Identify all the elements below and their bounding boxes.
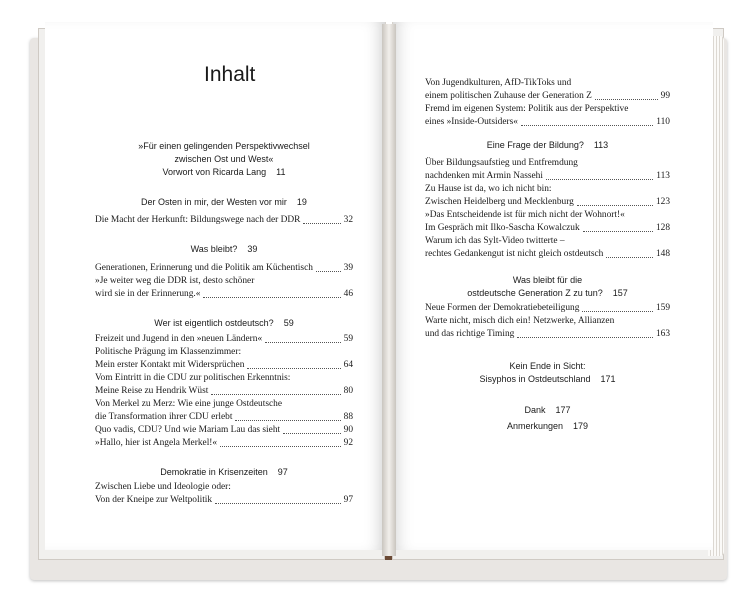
entry-title: »Das Entscheidende ist für mich nicht der Wohnort!« bbox=[425, 210, 625, 220]
toc-entry bbox=[95, 494, 353, 507]
heading-text: Dank bbox=[524, 405, 546, 415]
toc-section-heading bbox=[425, 404, 670, 417]
dot-leader bbox=[583, 230, 653, 232]
book-gutter bbox=[382, 24, 396, 556]
toc-entry bbox=[425, 183, 670, 196]
spacer bbox=[581, 166, 667, 167]
toc-entry bbox=[425, 170, 670, 183]
entry-title: Generationen, Erinnerung und die Politik am Küchentisch bbox=[95, 263, 313, 273]
entry-title: Zwischen Heidelberg und Mecklenburg bbox=[425, 197, 574, 207]
entry-page: 148 bbox=[655, 249, 670, 259]
heading-text: Wer ist eigentlich ostdeutsch? bbox=[154, 318, 274, 328]
dot-leader bbox=[265, 341, 340, 343]
spacer bbox=[568, 244, 667, 245]
heading-line bbox=[425, 404, 670, 417]
page-number: 179 bbox=[573, 421, 589, 431]
dot-leader bbox=[235, 419, 340, 421]
entry-title: »Hallo, hier ist Angela Merkel!« bbox=[95, 438, 218, 448]
page-number: 19 bbox=[296, 197, 307, 207]
spacer bbox=[617, 324, 667, 325]
toc-entries bbox=[425, 157, 670, 261]
toc-entries bbox=[95, 214, 353, 227]
toc-entry bbox=[95, 424, 353, 437]
toc-entries bbox=[95, 262, 353, 301]
page-number: 97 bbox=[277, 467, 288, 477]
entry-title: Die Macht der Herkunft: Bildungswege nach der DDR bbox=[95, 215, 301, 225]
spacer bbox=[631, 112, 667, 113]
entry-page: 110 bbox=[656, 117, 670, 127]
entry-title: Meine Reise zu Hendrik Wüst bbox=[95, 386, 209, 396]
toc-entry bbox=[95, 214, 353, 227]
toc-entry bbox=[425, 77, 670, 90]
toc-section-heading bbox=[425, 274, 670, 300]
toc-entry bbox=[95, 481, 353, 494]
page-number: 171 bbox=[600, 374, 616, 384]
dot-leader bbox=[203, 296, 340, 298]
spacer bbox=[257, 284, 350, 285]
heading-line bbox=[95, 243, 353, 256]
heading-text: Eine Frage der Bildung? bbox=[486, 140, 584, 150]
page-number: 157 bbox=[612, 288, 628, 298]
entry-title: einem politischen Zuhause der Generation Z bbox=[425, 91, 592, 101]
toc-entry bbox=[95, 411, 353, 424]
entry-page: 90 bbox=[343, 425, 353, 435]
heading-text: Was bleibt? bbox=[190, 244, 238, 254]
heading-line bbox=[425, 373, 670, 386]
toc-entry bbox=[425, 315, 670, 328]
entry-title: Mein erster Kontakt mit Widersprüchen bbox=[95, 360, 245, 370]
heading-text: Sisyphos in Ostdeutschland bbox=[479, 374, 591, 384]
toc-section-heading bbox=[95, 243, 353, 256]
entry-page: 99 bbox=[660, 91, 670, 101]
toc-section-heading bbox=[425, 360, 670, 386]
entry-page: 97 bbox=[343, 495, 353, 505]
dot-leader bbox=[546, 178, 653, 180]
dot-leader bbox=[521, 124, 653, 126]
dot-leader bbox=[220, 445, 341, 447]
heading-text: ostdeutsche Generation Z zu tun? bbox=[467, 288, 603, 298]
page-number: 177 bbox=[555, 405, 571, 415]
spacer bbox=[628, 218, 667, 219]
dot-leader bbox=[303, 222, 340, 224]
entry-title: Von der Kneipe zur Weltpolitik bbox=[95, 495, 213, 505]
toc-section-heading bbox=[95, 317, 353, 330]
toc-section-heading bbox=[95, 466, 353, 479]
entry-title: wird sie in der Erinnerung.« bbox=[95, 289, 201, 299]
entry-page: 46 bbox=[343, 289, 353, 299]
toc-entry bbox=[95, 346, 353, 359]
heading-line bbox=[425, 139, 670, 152]
entry-page: 92 bbox=[343, 438, 353, 448]
toc-section-heading bbox=[95, 140, 353, 179]
heading-line bbox=[425, 420, 670, 433]
spacer bbox=[285, 407, 350, 408]
entry-title: Vom Eintritt in die CDU zur politischen Erkenntnis: bbox=[95, 373, 291, 383]
entry-page: 123 bbox=[655, 197, 670, 207]
heading-text: Demokratie in Krisenzeiten bbox=[160, 467, 268, 477]
entry-page: 59 bbox=[343, 334, 353, 344]
dot-leader bbox=[577, 204, 653, 206]
toc-entry bbox=[425, 222, 670, 235]
page-number: 39 bbox=[247, 244, 258, 254]
toc-entry bbox=[425, 235, 670, 248]
heading-text: Vorwort von Ricarda Lang bbox=[162, 167, 267, 177]
toc-entry bbox=[95, 398, 353, 411]
entry-title: Zwischen Liebe und Ideologie oder: bbox=[95, 482, 231, 492]
toc-section-heading bbox=[95, 196, 353, 209]
heading-line bbox=[95, 466, 353, 479]
dot-leader bbox=[247, 367, 340, 369]
entry-page: 32 bbox=[343, 215, 353, 225]
dot-leader bbox=[215, 502, 341, 504]
entry-title: »Je weiter weg die DDR ist, desto schöner bbox=[95, 276, 255, 286]
entry-title: Zu Hause ist da, wo ich nicht bin: bbox=[425, 184, 552, 194]
toc-entry bbox=[95, 275, 353, 288]
entry-title: und das richtige Timing bbox=[425, 329, 515, 339]
spacer bbox=[574, 86, 667, 87]
toc-entry bbox=[95, 333, 353, 346]
spacer bbox=[293, 381, 350, 382]
toc-entry bbox=[425, 103, 670, 116]
entry-title: Politische Prägung im Klassenzimmer: bbox=[95, 347, 242, 357]
toc-entry bbox=[95, 359, 353, 372]
dot-leader bbox=[316, 270, 341, 272]
heading-line: »Für einen gelingenden Perspektivwechsel bbox=[138, 141, 310, 151]
spacer bbox=[555, 192, 667, 193]
entry-title: Quo vadis, CDU? Und wie Mariam Lau das sieht bbox=[95, 425, 281, 435]
toc-entry bbox=[95, 385, 353, 398]
toc-entry bbox=[95, 437, 353, 450]
dot-leader bbox=[211, 393, 340, 395]
heading-text: Anmerkungen bbox=[506, 421, 563, 431]
entry-page: 159 bbox=[655, 303, 670, 313]
dot-leader bbox=[582, 310, 653, 312]
entry-page: 64 bbox=[343, 360, 353, 370]
entry-title: Neue Formen der Demokratiebeteiligung bbox=[425, 303, 580, 313]
dot-leader bbox=[606, 256, 653, 258]
heading-line bbox=[95, 166, 353, 179]
entry-page: 88 bbox=[343, 412, 353, 422]
entry-page: 163 bbox=[655, 329, 670, 339]
entry-page: 113 bbox=[656, 171, 670, 181]
heading-line bbox=[95, 317, 353, 330]
heading-line: Kein Ende in Sicht: bbox=[509, 361, 586, 371]
page-number: 59 bbox=[283, 318, 294, 328]
entry-page: 128 bbox=[655, 223, 670, 233]
page-number: 11 bbox=[276, 167, 286, 177]
entry-title: Von Merkel zu Merz: Wie eine junge Ostdeutsche bbox=[95, 399, 282, 409]
dot-leader bbox=[283, 432, 341, 434]
entry-title: Fremd im eigenen System: Politik aus der Perspektive bbox=[425, 104, 629, 114]
entry-title: Freizeit und Jugend in den »neuen Ländern« bbox=[95, 334, 263, 344]
toc-entries bbox=[95, 481, 353, 507]
toc-entry bbox=[95, 288, 353, 301]
heading-text: Der Osten in mir, der Westen vor mir bbox=[141, 197, 287, 207]
entry-title: rechtes Gedankengut ist nicht gleich ostdeutsch bbox=[425, 249, 604, 259]
entry-title: Von Jugendkulturen, AfD-TikToks und bbox=[425, 78, 572, 88]
entry-title: Warum ich das Sylt-Video twitterte – bbox=[425, 236, 565, 246]
toc-entry bbox=[425, 302, 670, 315]
toc-entry bbox=[425, 116, 670, 129]
entry-title: Im Gespräch mit Ilko-Sascha Kowalczuk bbox=[425, 223, 580, 233]
dot-leader bbox=[595, 98, 658, 100]
heading-line: zwischen Ost und West« bbox=[174, 154, 274, 164]
toc-entry bbox=[425, 90, 670, 103]
entry-page: 39 bbox=[343, 263, 353, 273]
entry-title: eines »Inside-Outsiders« bbox=[425, 117, 518, 127]
toc-entries bbox=[425, 302, 670, 341]
heading-line: Was bleibt für die bbox=[512, 275, 583, 285]
entry-title: nachdenken mit Armin Nassehi bbox=[425, 171, 543, 181]
entry-title: Warte nicht, misch dich ein! Netzwerke, Allianzen bbox=[425, 316, 615, 326]
toc-entry bbox=[425, 248, 670, 261]
toc-section-heading bbox=[425, 139, 670, 152]
spacer bbox=[244, 355, 350, 356]
heading-line bbox=[95, 196, 353, 209]
dot-leader bbox=[517, 336, 653, 338]
toc-entry bbox=[425, 328, 670, 341]
toc-entry bbox=[95, 372, 353, 385]
toc-section-heading bbox=[425, 420, 670, 433]
page-number: 113 bbox=[593, 140, 609, 150]
toc-entry bbox=[425, 209, 670, 222]
toc-entry bbox=[95, 262, 353, 275]
entry-title: Über Bildungsaufstieg und Entfremdung bbox=[425, 158, 578, 168]
toc-title: Inhalt bbox=[204, 63, 256, 86]
entry-page: 80 bbox=[343, 386, 353, 396]
toc-entry bbox=[425, 157, 670, 170]
toc-entries bbox=[425, 77, 670, 129]
spacer bbox=[234, 490, 350, 491]
heading-line bbox=[425, 287, 670, 300]
entry-title: die Transformation ihrer CDU erlebt bbox=[95, 412, 233, 422]
toc-entries bbox=[95, 333, 353, 450]
toc-entry bbox=[425, 196, 670, 209]
